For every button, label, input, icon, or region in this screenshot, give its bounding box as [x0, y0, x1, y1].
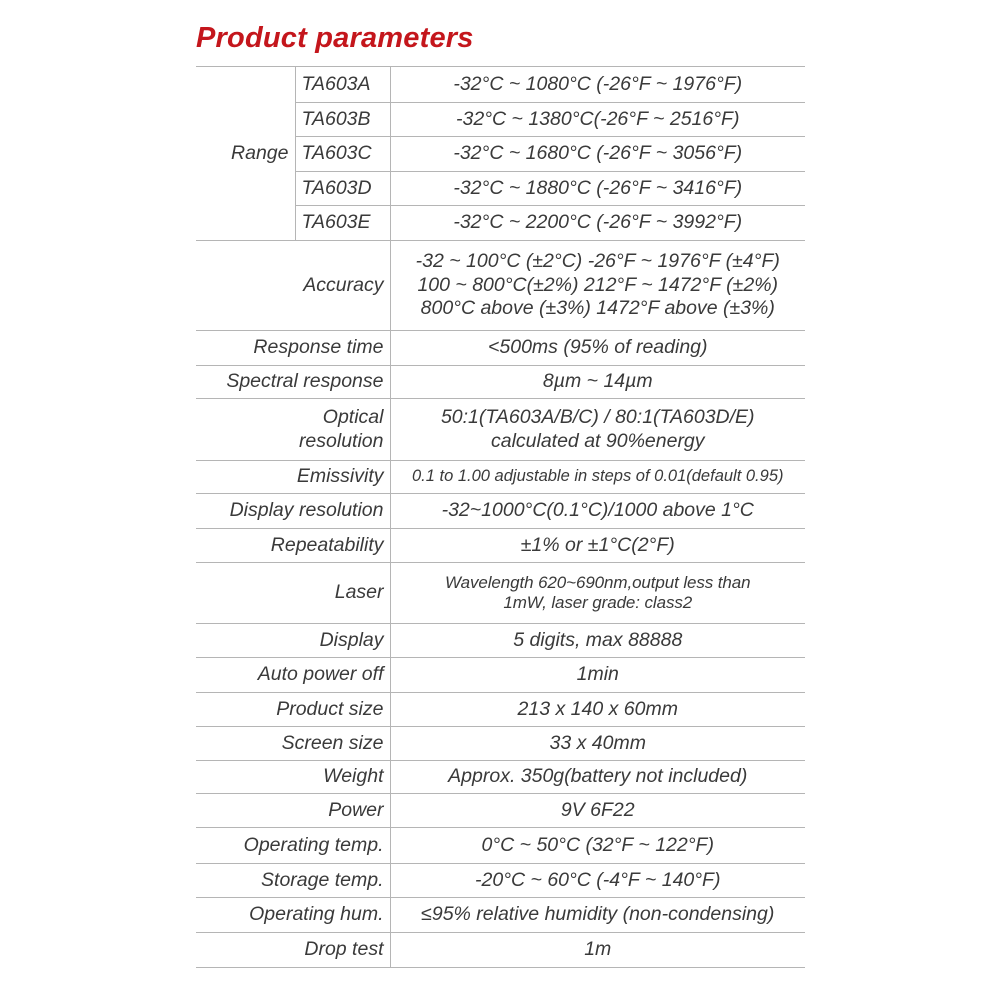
spectral-response-value: 8µm ~ 14µm — [390, 366, 805, 399]
screen-size-value: 33 x 40mm — [390, 727, 805, 761]
accuracy-value — [390, 241, 805, 331]
table-row — [196, 67, 805, 103]
range-value: -32°C ~ 1080°C (-26°F ~ 1976°F) — [390, 67, 805, 103]
table-row — [196, 727, 805, 761]
product-size-value: 213 x 140 x 60mm — [390, 693, 805, 727]
laser-value — [390, 563, 805, 624]
screen-size-label: Screen size — [196, 727, 390, 761]
table-row — [196, 563, 805, 624]
range-model: TA603D — [295, 172, 390, 206]
table-row — [196, 461, 805, 494]
display-resolution-label: Display resolution — [196, 494, 390, 529]
range-value: -32°C ~ 2200°C (-26°F ~ 3992°F) — [390, 206, 805, 241]
operating-hum-value: ≤95% relative humidity (non-condensing) — [390, 898, 805, 933]
repeatability-value: ±1% or ±1°C(2°F) — [390, 529, 805, 563]
display-value: 5 digits, max 88888 — [390, 624, 805, 658]
accuracy-label: Accuracy — [196, 241, 390, 331]
range-model: TA603C — [295, 137, 390, 172]
display-resolution-value: -32~1000°C(0.1°C)/1000 above 1°C — [390, 494, 805, 529]
product-size-label: Product size — [196, 693, 390, 727]
optical-resolution-label — [196, 399, 390, 461]
auto-power-off-label: Auto power off — [196, 658, 390, 693]
range-value: -32°C ~ 1680°C (-26°F ~ 3056°F) — [390, 137, 805, 172]
table-row — [196, 898, 805, 933]
accuracy-line: 800°C above (±3%) 1472°F above (±3%) — [420, 297, 775, 320]
table-row — [196, 331, 805, 366]
auto-power-off-value: 1min — [390, 658, 805, 693]
response-time-label: Response time — [196, 331, 390, 366]
table-row — [196, 761, 805, 794]
storage-temp-value: -20°C ~ 60°C (-4°F ~ 140°F) — [390, 864, 805, 898]
weight-label: Weight — [196, 761, 390, 794]
operating-temp-value: 0°C ~ 50°C (32°F ~ 122°F) — [390, 828, 805, 864]
laser-label: Laser — [196, 563, 390, 624]
laser-line: Wavelength 620~690nm,output less than — [444, 572, 751, 592]
range-value: -32°C ~ 1880°C (-26°F ~ 3416°F) — [390, 172, 805, 206]
emissivity-value: 0.1 to 1.00 adjustable in steps of 0.01(default 0.95) — [390, 461, 805, 494]
table-row — [196, 658, 805, 693]
range-value: -32°C ~ 1380°C(-26°F ~ 2516°F) — [390, 103, 805, 137]
accuracy-line: 100 ~ 800°C(±2%) 212°F ~ 1472°F (±2%) — [417, 273, 779, 296]
power-label: Power — [196, 794, 390, 828]
range-model: TA603A — [295, 67, 390, 103]
display-label: Display — [196, 624, 390, 658]
range-model: TA603E — [295, 206, 390, 241]
table-row — [196, 366, 805, 399]
table-row — [196, 624, 805, 658]
emissivity-label: Emissivity — [196, 461, 390, 494]
table-row — [196, 933, 805, 968]
page-title: Product parameters — [196, 22, 474, 54]
optical-resolution-line: calculated at 90%energy — [490, 429, 705, 452]
optical-resolution-label-line: Optical — [322, 406, 384, 429]
table-row — [196, 864, 805, 898]
table-row — [196, 828, 805, 864]
repeatability-label: Repeatability — [196, 529, 390, 563]
parameters-table — [196, 66, 805, 968]
drop-test-value: 1m — [390, 933, 805, 968]
range-label: Range — [196, 67, 295, 241]
accuracy-line: -32 ~ 100°C (±2°C) -26°F ~ 1976°F (±4°F) — [415, 250, 780, 273]
drop-test-label: Drop test — [196, 933, 390, 968]
table-row — [196, 693, 805, 727]
table-row — [196, 494, 805, 529]
table-row — [196, 241, 805, 331]
range-model: TA603B — [295, 103, 390, 137]
optical-resolution-label-line: resolution — [298, 429, 384, 452]
power-value: 9V 6F22 — [390, 794, 805, 828]
table-row — [196, 794, 805, 828]
operating-hum-label: Operating hum. — [196, 898, 390, 933]
optical-resolution-value — [390, 399, 805, 461]
laser-line: 1mW, laser grade: class2 — [503, 593, 693, 612]
table-row — [196, 399, 805, 461]
table-row — [196, 529, 805, 563]
optical-resolution-line: 50:1(TA603A/B/C) / 80:1(TA603D/E) — [440, 406, 755, 429]
spectral-response-label: Spectral response — [196, 366, 390, 399]
response-time-value: <500ms (95% of reading) — [390, 331, 805, 366]
storage-temp-label: Storage temp. — [196, 864, 390, 898]
operating-temp-label: Operating temp. — [196, 828, 390, 864]
weight-value: Approx. 350g(battery not included) — [390, 761, 805, 794]
